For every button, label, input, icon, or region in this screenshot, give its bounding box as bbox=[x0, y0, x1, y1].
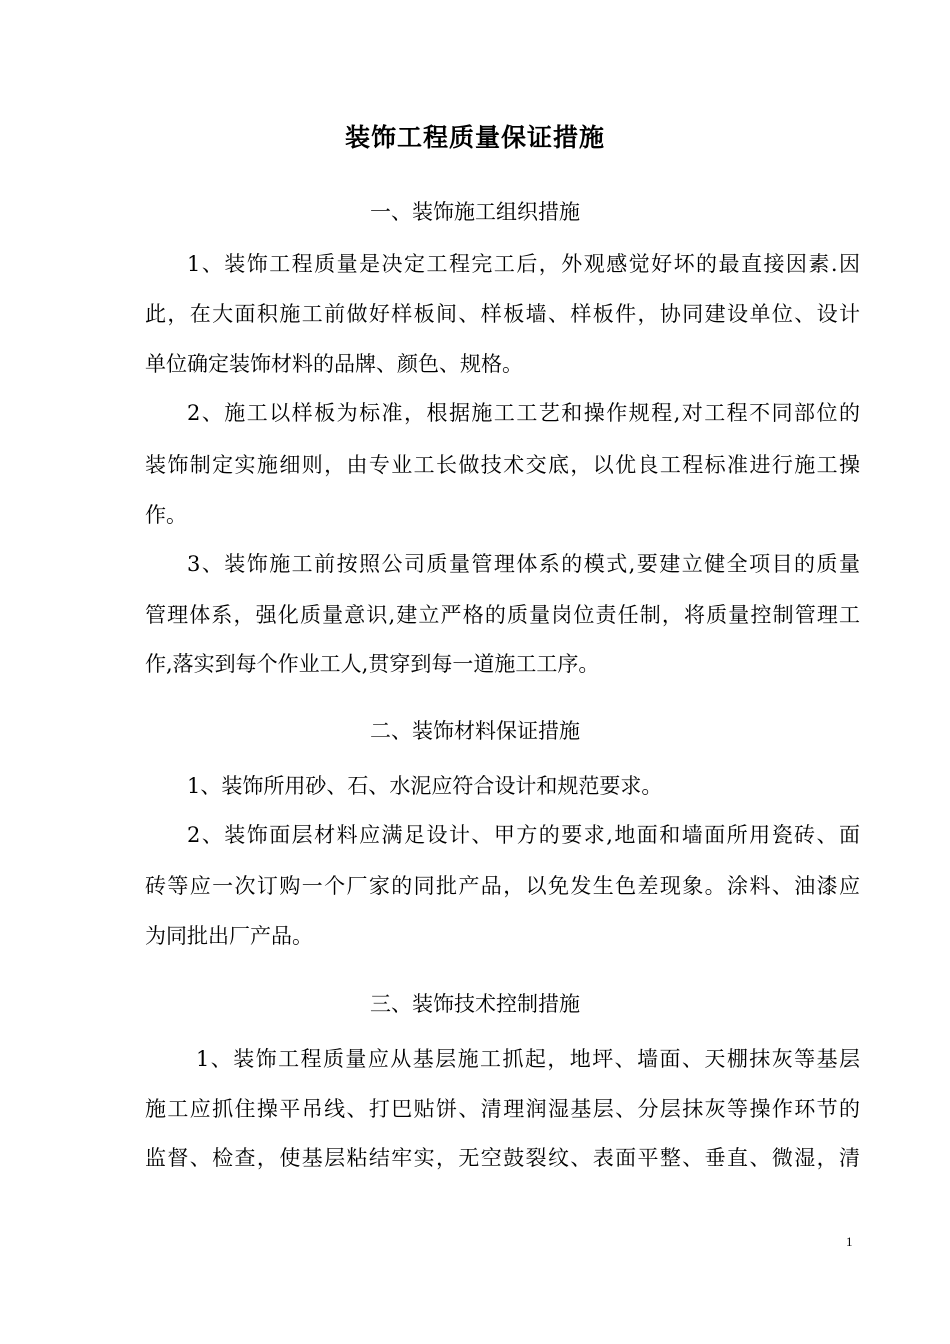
paragraph-line: 作,落实到每个作业工人,贯穿到每一道施工工序。 bbox=[145, 652, 600, 676]
document-title: 装饰工程质量保证措施 bbox=[344, 123, 605, 152]
paragraph-line: 3、装饰施工前按照公司质量管理体系的模式,要建立健全项目的质量 bbox=[187, 552, 860, 576]
paragraph-line: 砖等应一次订购一个厂家的同批产品，以免发生色差现象。涂料、油漆应 bbox=[145, 874, 860, 898]
paragraph-line: 施工应抓住操平吊线、打巴贴饼、清理润湿基层、分层抹灰等操作环节的 bbox=[145, 1097, 860, 1121]
paragraph-line: 单位确定装饰材料的品牌、颜色、规格。 bbox=[145, 352, 523, 376]
paragraph-line: 2、施工以样板为标准，根据施工工艺和操作规程,对工程不同部位的 bbox=[187, 401, 860, 425]
page-number: 1 bbox=[846, 1234, 853, 1249]
paragraph-line: 1、装饰所用砂、石、水泥应符合设计和规范要求。 bbox=[187, 774, 663, 798]
paragraph-line: 1、装饰工程质量应从基层施工抓起，地坪、墙面、天棚抹灰等基层 bbox=[196, 1047, 860, 1071]
paragraph-line: 为同批出厂产品。 bbox=[145, 924, 313, 948]
paragraph-line: 作。 bbox=[145, 503, 187, 527]
section-heading: 二、装饰材料保证措施 bbox=[370, 719, 580, 743]
paragraph-line: 2、装饰面层材料应满足设计、甲方的要求,地面和墙面所用瓷砖、面 bbox=[187, 823, 860, 847]
paragraph-line: 此，在大面积施工前做好样板间、样板墙、样板件，协同建设单位、设计 bbox=[145, 302, 860, 326]
paragraph-line: 装饰制定实施细则，由专业工长做技术交底，以优良工程标准进行施工操 bbox=[145, 453, 860, 477]
paragraph-line: 管理体系，强化质量意识,建立严格的质量岗位责任制，将质量控制管理工 bbox=[145, 603, 860, 627]
section-heading: 一、装饰施工组织措施 bbox=[370, 200, 580, 224]
paragraph-line: 监督、检查，使基层粘结牢实，无空鼓裂纹、表面平整、垂直、微湿，清 bbox=[145, 1146, 860, 1170]
section-heading: 三、装饰技术控制措施 bbox=[370, 992, 580, 1016]
paragraph-line: 1、装饰工程质量是决定工程完工后，外观感觉好坏的最直接因素.因 bbox=[187, 252, 860, 276]
